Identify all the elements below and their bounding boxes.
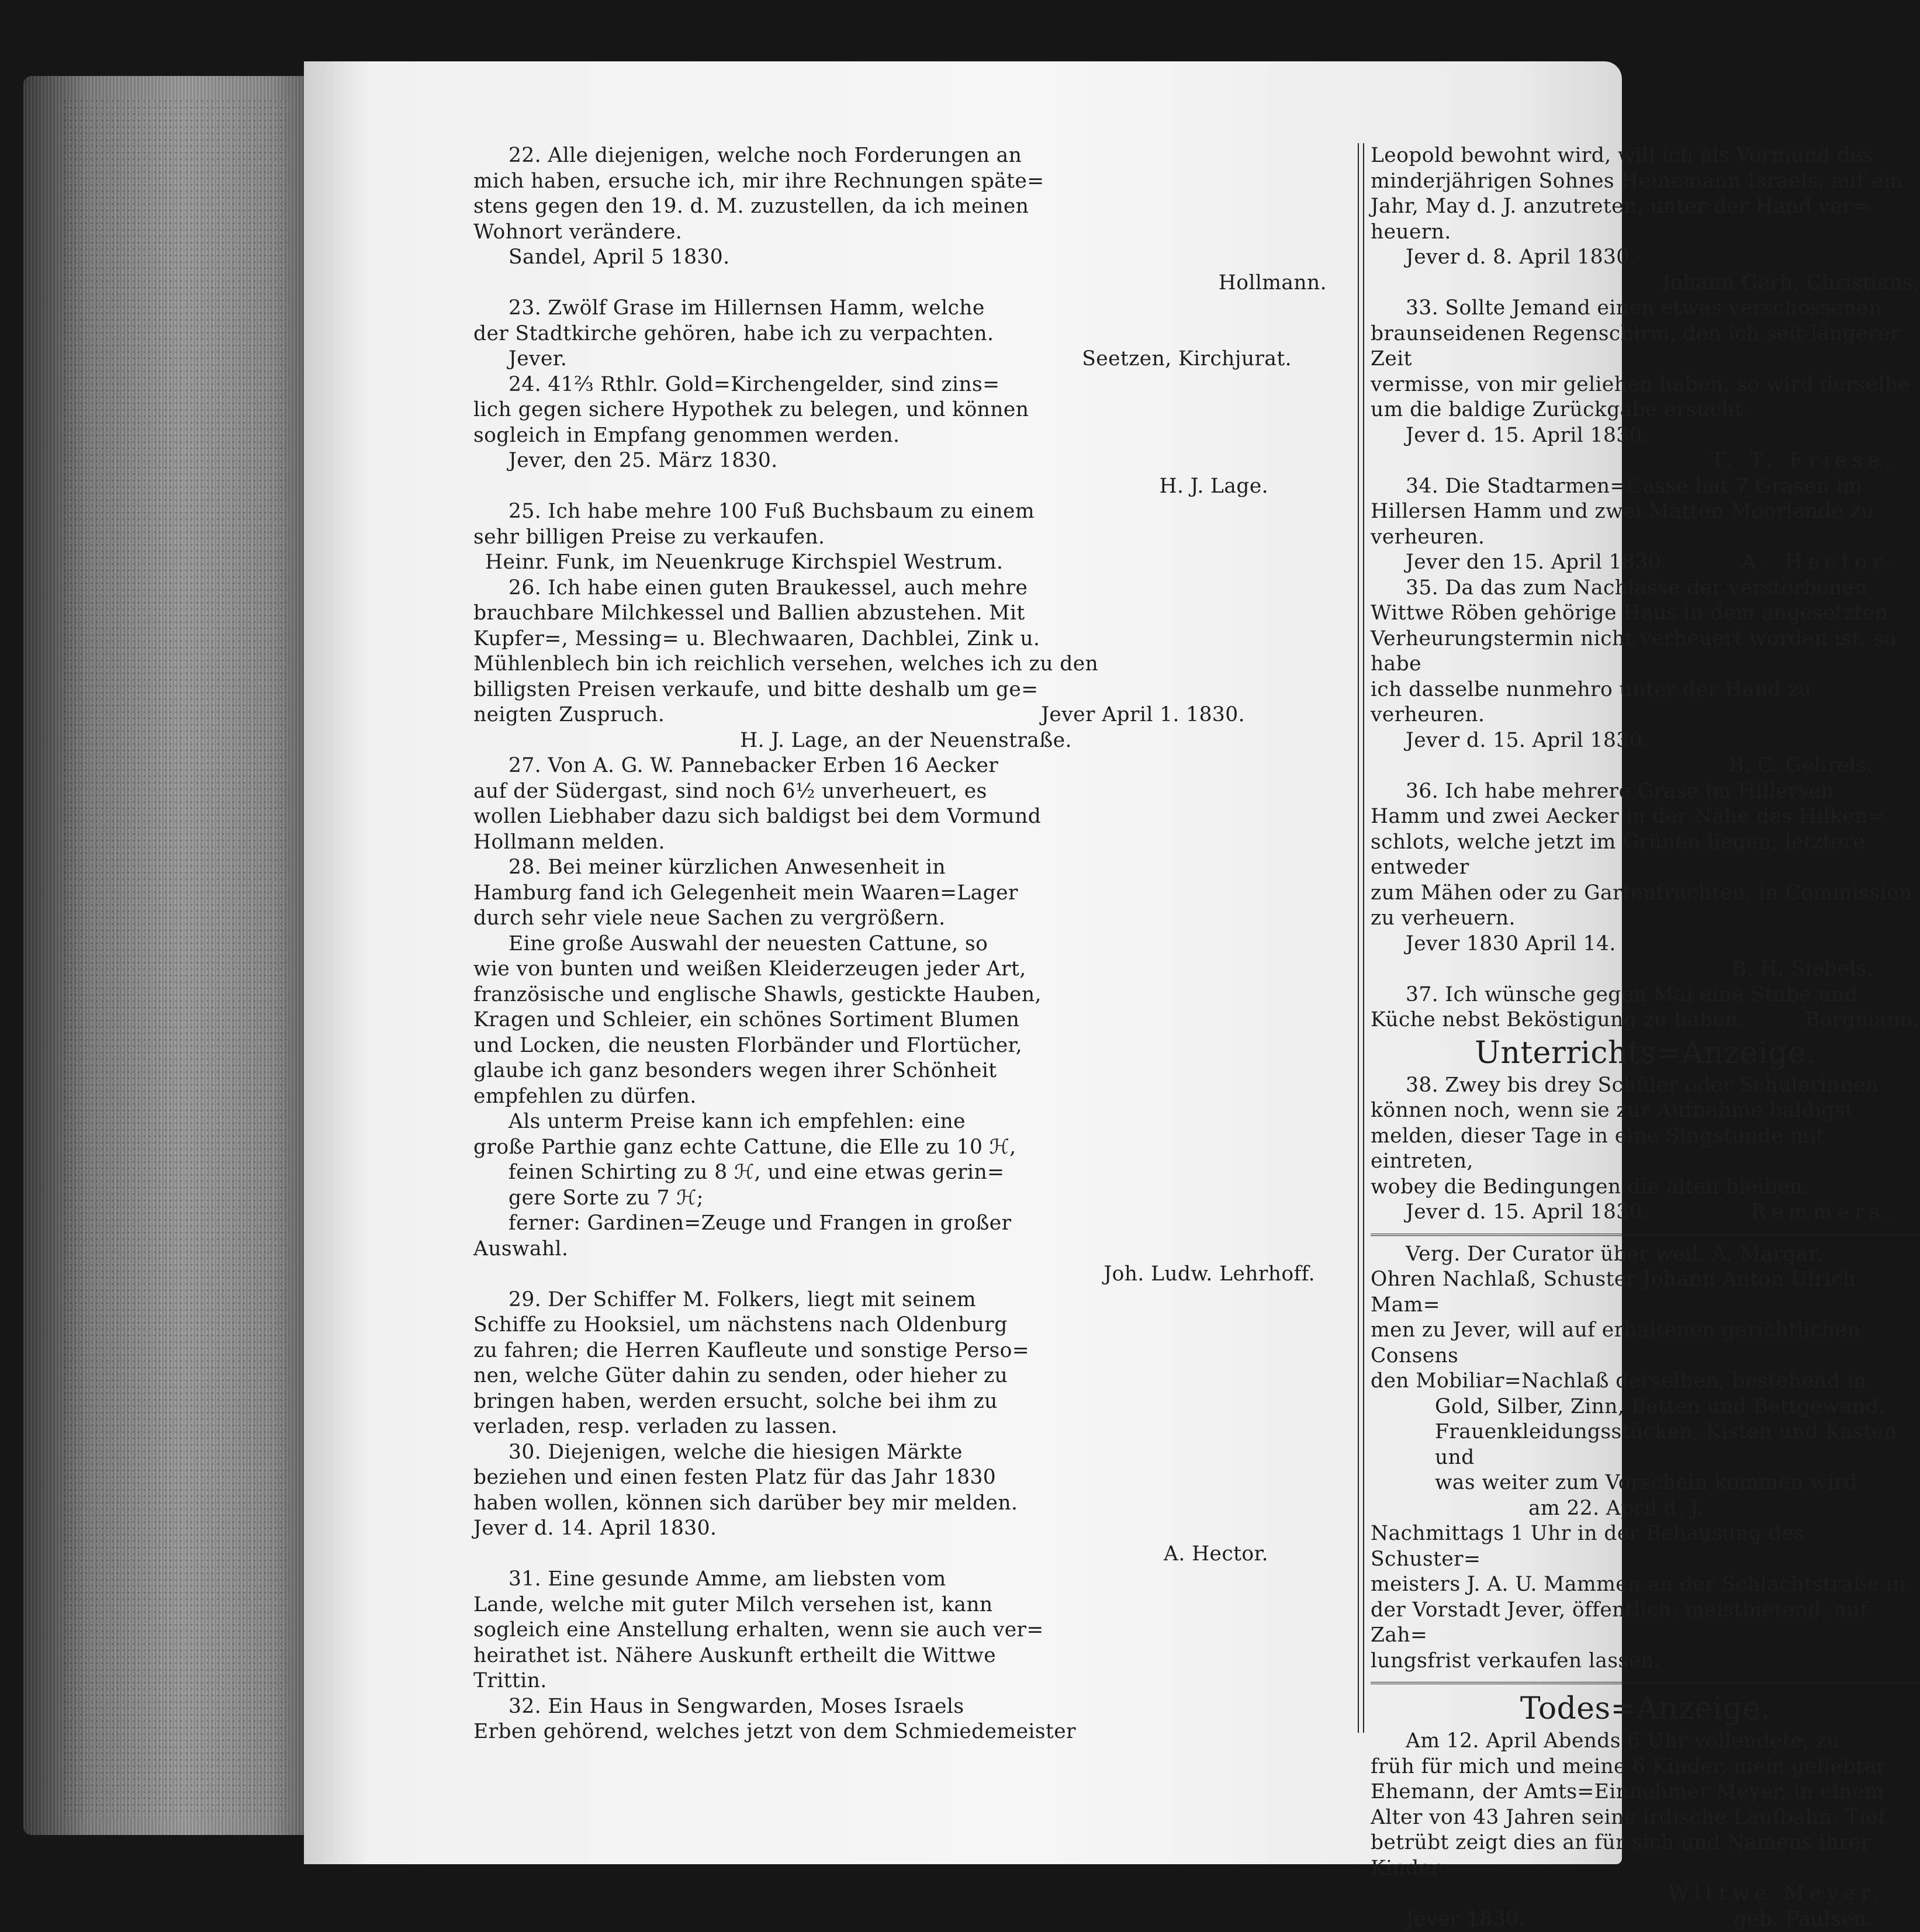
signature: A. Hector. (1742, 550, 1920, 576)
text-line: 27. Von A. G. W. Pannebacker Erben 16 Aecker (473, 753, 1338, 779)
notice-37 (1371, 982, 1920, 1033)
text-line: 32. Ein Haus in Sengwarden, Moses Israels (473, 1694, 1338, 1720)
text-line: stens gegen den 19. d. M. zuzustellen, da ich meinen (473, 194, 1338, 220)
text-line: bringen haben, werden ersucht, solche bei ihm zu (473, 1389, 1338, 1415)
text-line: zu fahren; die Herren Kaufleute und sonstige Perso= (473, 1338, 1338, 1364)
text-line: können noch, wenn sie zur Aufnahme baldigst (1371, 1098, 1920, 1124)
text-line: 28. Bei meiner kürzlichen Anwesenheit in (473, 855, 1338, 881)
text-line: Nachmittags 1 Uhr in der Behausung des Schuster= (1371, 1521, 1920, 1572)
place-date: Jever. (473, 347, 567, 372)
notice-verg (1371, 1242, 1920, 1674)
place-date: Jever 1830 April 14. (1371, 932, 1920, 957)
place-date: Jever d. 8. April 1830. (1371, 245, 1920, 271)
text-line: Wittwe Röben gehörige Haus in dem angesetzten (1371, 601, 1920, 626)
text-line: Kupfer=, Messing= u. Blechwaaren, Dachblei, Zink u. (473, 626, 1338, 652)
text-line: französische und englische Shawls, gestickte Hauben, (473, 982, 1338, 1008)
text-line: 35. Da das zum Nachlasse der verstorbenen (1371, 576, 1920, 601)
signature: Remmers. (1751, 1200, 1920, 1225)
text-line: vermisse, von mir geliehen haben, so wird derselbe (1371, 372, 1920, 398)
text-line: 26. Ich habe einen guten Braukessel, auch mehre (473, 576, 1338, 601)
text-line: melden, dieser Tage in eine Singstunde mit eintreten, (1371, 1124, 1920, 1175)
notice-29 (473, 1287, 1338, 1440)
text-line: Jahr, May d. J. anzutreten, unter der Hand ver= (1371, 194, 1920, 220)
text-line: heuern. (1371, 220, 1920, 245)
text-line: Hillersen Hamm und zwei Matten Moorlande zu (1371, 499, 1920, 525)
text-line: feinen Schirting zu 8 ℋ, und eine etwas gerin= (473, 1160, 1338, 1186)
text-line: haben wollen, können sich darüber bey mir melden. (473, 1491, 1338, 1516)
text-line: 24. 41⅔ Rthlr. Gold=Kirchengelder, sind zins= (473, 372, 1338, 398)
notice-22 (473, 143, 1338, 296)
place-date: Jever d. 15. April 1830. (1371, 423, 1920, 449)
text-line: 36. Ich habe mehrere Grase im Hillersen (1371, 779, 1920, 805)
text-line: Trittin. (473, 1668, 1338, 1694)
text-line: heirathet ist. Nähere Auskunft ertheilt die Wittwe (473, 1643, 1338, 1669)
text-line: und Locken, die neusten Florbänder und Flortücher, (473, 1033, 1338, 1059)
text-line: Verg. Der Curator über weil. A. Margar. (1371, 1242, 1920, 1268)
text-line: beziehen und einen festen Platz für das Jahr 1830 (473, 1465, 1338, 1491)
text-line: Erben gehörend, welches jetzt von dem Schmiedemeister (473, 1719, 1338, 1745)
text-line: wobey die Bedingungen die alten bleiben. (1371, 1175, 1920, 1200)
notice-31 (473, 1567, 1338, 1694)
text-line: meisters J. A. U. Mammen an der Schlachtstraße in (1371, 1572, 1920, 1598)
signature: Heinr. Funk, im Neuenkruge Kirchspiel Westrum. (473, 550, 1338, 576)
text-line: Frauenkleidungsstücken, Kisten und Kasten und (1371, 1419, 1920, 1470)
signature: geb. Paulsen. (1734, 1907, 1920, 1932)
text-line: Hollmann melden. (473, 830, 1338, 856)
notice-32-continued (1371, 143, 1920, 296)
text-line: lungsfrist verkaufen lassen. (1371, 1649, 1920, 1674)
text-line: auf der Südergast, sind noch 6½ unverheuert, es (473, 779, 1338, 805)
signature: B. H. Siebels. (1371, 957, 1920, 982)
text-line: empfehlen zu dürfen. (473, 1084, 1338, 1110)
heading-unterrichts-anzeige: Unterrichts=Anzeige. (1371, 1034, 1920, 1072)
notice-33 (1371, 296, 1920, 474)
text-line: 29. Der Schiffer M. Folkers, liegt mit seinem (473, 1287, 1338, 1313)
signature: Hollmann. (473, 271, 1338, 296)
text-line: Auswahl. (473, 1237, 1338, 1262)
text-line: Hamm und zwei Aecker in der Nähe des Hilken= (1371, 804, 1920, 830)
notice-28 (473, 855, 1338, 1287)
text-line: Am 12. April Abends 6 Uhr vollendete, zu (1371, 1729, 1920, 1754)
text-line: lich gegen sichere Hypothek zu belegen, und können (473, 397, 1338, 423)
heading-todes-anzeige: Todes=Anzeige. (1371, 1690, 1920, 1727)
notice-todes (1371, 1729, 1920, 1932)
text-line: 38. Zwey bis drey Schüler oder Schülerinnen (1371, 1073, 1920, 1099)
auction-date: am 22. April d. J. (1371, 1496, 1920, 1522)
text-line: ferner: Gardinen=Zeuge und Frangen in großer (473, 1211, 1338, 1237)
text-line: minderjährigen Sohnes Heinemann Israels, auf ein (1371, 169, 1920, 195)
signature: Joh. Ludw. Lehrhoff. (473, 1262, 1338, 1287)
column-divider (1358, 143, 1364, 1733)
page-edge-texture (64, 99, 286, 1817)
text-line: durch sehr viele neue Sachen zu vergrößern. (473, 906, 1338, 932)
text-line: Als unterm Preise kann ich empfehlen: eine (473, 1109, 1338, 1135)
place-date: Jever 1830. (1371, 1907, 1525, 1932)
text-line: neigten Zuspruch. (473, 702, 665, 728)
text-line: Wohnort verändere. (473, 220, 1338, 245)
text-line: sogleich in Empfang genommen werden. (473, 423, 1338, 449)
signature: H. J. Lage, an der Neuenstraße. (473, 728, 1338, 754)
signature: B. C. Gehrels. (1371, 753, 1920, 779)
text-line: Hamburg fand ich Gelegenheit mein Waaren=Lager (473, 881, 1338, 906)
place-date: Jever d. 15. April 1830. (1371, 728, 1920, 754)
notice-38 (1371, 1073, 1920, 1225)
notice-23 (473, 296, 1338, 372)
left-column (473, 143, 1338, 1745)
text-line: billigsten Preisen verkaufe, und bitte deshalb um ge= (473, 677, 1338, 703)
text-line: 34. Die Stadtarmen=Casse hat 7 Grasen im (1371, 474, 1920, 500)
text-line: mich haben, ersuche ich, mir ihre Rechnungen späte= (473, 169, 1338, 195)
signature: H. J. Lage. (473, 474, 1338, 500)
notice-26 (473, 576, 1338, 754)
text-line: betrübt zeigt dies an für sich und Namens ihrer (1371, 1830, 1920, 1856)
text-line: Gold, Silber, Zinn, Betten und Bettgewand, (1371, 1394, 1920, 1420)
signature: T. T. Friese. (1371, 448, 1920, 474)
text-line: Lande, welche mit guter Milch versehen ist, kann (473, 1592, 1338, 1618)
text-line: verheuren. (1371, 525, 1920, 550)
section-rule (1371, 1682, 1920, 1684)
text-line: um die baldige Zurückgabe ersucht. (1371, 397, 1920, 423)
text-line: der Vorstadt Jever, öffentlich, meistbietend, auf Zah= (1371, 1598, 1920, 1649)
signature: Johann Gerh. Christians. (1371, 271, 1920, 296)
text-line: wollen Liebhaber dazu sich baldigst bei dem Vormund (473, 804, 1338, 830)
text-line: Küche nebst Beköstigung zu haben. (1371, 1007, 1745, 1033)
place-date: Sandel, April 5 1830. (473, 245, 1338, 271)
text-line: früh für mich und meine 6 Kinder, mein geliebter (1371, 1754, 1920, 1780)
text-line: wie von bunten und weißen Kleiderzeugen jeder Art, (473, 957, 1338, 982)
place-date: Jever April 1. 1830. (1041, 702, 1338, 728)
text-line: Kinder (1371, 1856, 1920, 1882)
signature: Wittwe Meyer, (1371, 1881, 1920, 1907)
notice-32 (473, 1694, 1338, 1745)
text-line: sogleich eine Anstellung erhalten, wenn sie auch ver= (473, 1618, 1338, 1643)
text-line: braunseidenen Regenschirm, den ich seit längerer Zeit (1371, 321, 1920, 372)
text-line: den Mobiliar=Nachlaß derselben, bestehend in (1371, 1369, 1920, 1394)
text-line: der Stadtkirche gehören, habe ich zu verpachten. (473, 321, 1338, 347)
signature: A. Hector. (473, 1542, 1338, 1567)
text-line: 25. Ich habe mehre 100 Fuß Buchsbaum zu einem (473, 499, 1338, 525)
text-line: Eine große Auswahl der neuesten Cattune, so (473, 932, 1338, 957)
text-line: Verheurungstermin nicht verheuert worden ist, so habe (1371, 626, 1920, 677)
text-line: 33. Sollte Jemand einen etwas verschossenen (1371, 296, 1920, 321)
notice-30 (473, 1440, 1338, 1567)
text-line: 31. Eine gesunde Amme, am liebsten vom (473, 1567, 1338, 1592)
signature: Borgmann. (1805, 1007, 1920, 1033)
text-line: 30. Diejenigen, welche die hiesigen Märkte (473, 1440, 1338, 1466)
text-line: schlots, welche jetzt im Grünen liegen, letztere entweder (1371, 830, 1920, 881)
place-date: Jever, den 25. März 1830. (473, 448, 1338, 474)
text-line: Mühlenblech bin ich reichlich versehen, welches ich zu den (473, 652, 1338, 677)
text-line: 23. Zwölf Grase im Hillernsen Hamm, welche (473, 296, 1338, 321)
notice-27 (473, 753, 1338, 855)
place-date: Jever d. 14. April 1830. (473, 1516, 1338, 1542)
text-line: zu verheuern. (1371, 906, 1920, 932)
text-line: große Parthie ganz echte Cattune, die Elle zu 10 ℋ, (473, 1135, 1338, 1161)
notice-24 (473, 372, 1338, 500)
notice-35 (1371, 576, 1920, 779)
section-rule (1371, 1234, 1920, 1236)
text-line: glaube ich ganz besonders wegen ihrer Schönheit (473, 1058, 1338, 1084)
text-line: gere Sorte zu 7 ℋ; (473, 1186, 1338, 1211)
text-line: men zu Jever, will auf erhaltenen gerichtlichen Consens (1371, 1318, 1920, 1369)
text-line: Ohren Nachlaß, Schuster Johann Anton Ulrich Mam= (1371, 1267, 1920, 1318)
text-line: Alter von 43 Jahren seine irdische Laufbahn. Tief (1371, 1805, 1920, 1831)
place-date: Jever den 15. April 1830. (1371, 550, 1668, 576)
text-line: nen, welche Güter dahin zu senden, oder hieher zu (473, 1363, 1338, 1389)
place-date: Jever d. 15. April 1830. (1371, 1200, 1649, 1225)
text-line: Schiffe zu Hooksiel, um nächstens nach Oldenburg (473, 1313, 1338, 1338)
text-line: verladen, resp. verladen zu lassen. (473, 1414, 1338, 1440)
text-line: ich dasselbe nunmehro unter der Hand zu verheuren. (1371, 677, 1920, 728)
text-line: sehr billigen Preise zu verkaufen. (473, 525, 1338, 550)
text-line: Ehemann, der Amts=Einnehmer Meyer, in einem (1371, 1779, 1920, 1805)
newspaper-page (304, 61, 1622, 1864)
notice-25 (473, 499, 1338, 576)
text-line: 22. Alle diejenigen, welche noch Forderungen an (473, 143, 1338, 169)
signature: Seetzen, Kirchjurat. (1082, 347, 1338, 372)
text-line: brauchbare Milchkessel und Ballien abzustehen. Mit (473, 601, 1338, 626)
notice-36 (1371, 779, 1920, 982)
text-line: Leopold bewohnt wird, will ich als Vormund des (1371, 143, 1920, 169)
right-column (1371, 143, 1920, 1932)
text-line: zum Mähen oder zu Gartenfrüchten, in Commission (1371, 881, 1920, 906)
text-line: was weiter zum Vorschein kommen wird (1371, 1470, 1920, 1496)
notice-34 (1371, 474, 1920, 576)
text-line: Kragen und Schleier, ein schönes Sortiment Blumen (473, 1007, 1338, 1033)
text-line: 37. Ich wünsche gegen Mai eine Stube und (1371, 982, 1920, 1008)
